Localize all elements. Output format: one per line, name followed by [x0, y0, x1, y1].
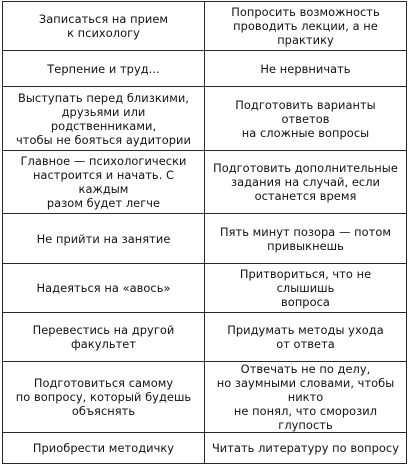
table-cell-left: Надеяться на «авось»: [3, 264, 205, 313]
table-cell-left: Не прийти на занятие: [3, 214, 205, 264]
table-cell-right: Придумать методы ухода от ответа: [205, 313, 407, 362]
table-row: [3, 87, 407, 151]
table-cell-right: Читать литературу по вопросу: [205, 433, 407, 464]
table-row: [3, 264, 407, 313]
table-cell-right: Попросить возможность проводить лекции, а не практику: [205, 2, 407, 51]
table-cell-left: Приобрести методичку: [3, 433, 205, 464]
table-row: [3, 214, 407, 264]
table-cell-right: Не нервничать: [205, 51, 407, 87]
table-cell-right: Подготовить дополнительные задания на случай, если останется время: [205, 151, 407, 214]
table-cell-right: Пять минут позора — потом привыкнешь: [205, 214, 407, 264]
table-cell-right: Притвориться, что не слышишь вопроса: [205, 264, 407, 313]
table-cell-left: Подготовиться самому по вопросу, который будешь объяснять: [3, 362, 205, 433]
table-row: [3, 362, 407, 433]
table-body: [3, 2, 407, 464]
table-cell-left: Терпение и труд...: [3, 51, 205, 87]
two-column-table: [2, 1, 407, 464]
table-row: [3, 2, 407, 51]
table-row: [3, 433, 407, 464]
table-cell-left: Записаться на прием к психологу: [3, 2, 205, 51]
table-cell-right: Отвечать не по делу, но заумными словами, чтобы никто не понял, что сморозил глупость: [205, 362, 407, 433]
table-cell-left: Выступать перед близкими, друзьями или родственниками, чтобы не бояться аудитории: [3, 87, 205, 151]
table-row: [3, 313, 407, 362]
table-row: [3, 51, 407, 87]
table-cell-left: Перевестись на другой факультет: [3, 313, 205, 362]
table-cell-left: Главное — психологически настроится и начать. С каждым разом будет легче: [3, 151, 205, 214]
table-row: [3, 151, 407, 214]
table-cell-right: Подготовить варианты ответов на сложные вопросы: [205, 87, 407, 151]
